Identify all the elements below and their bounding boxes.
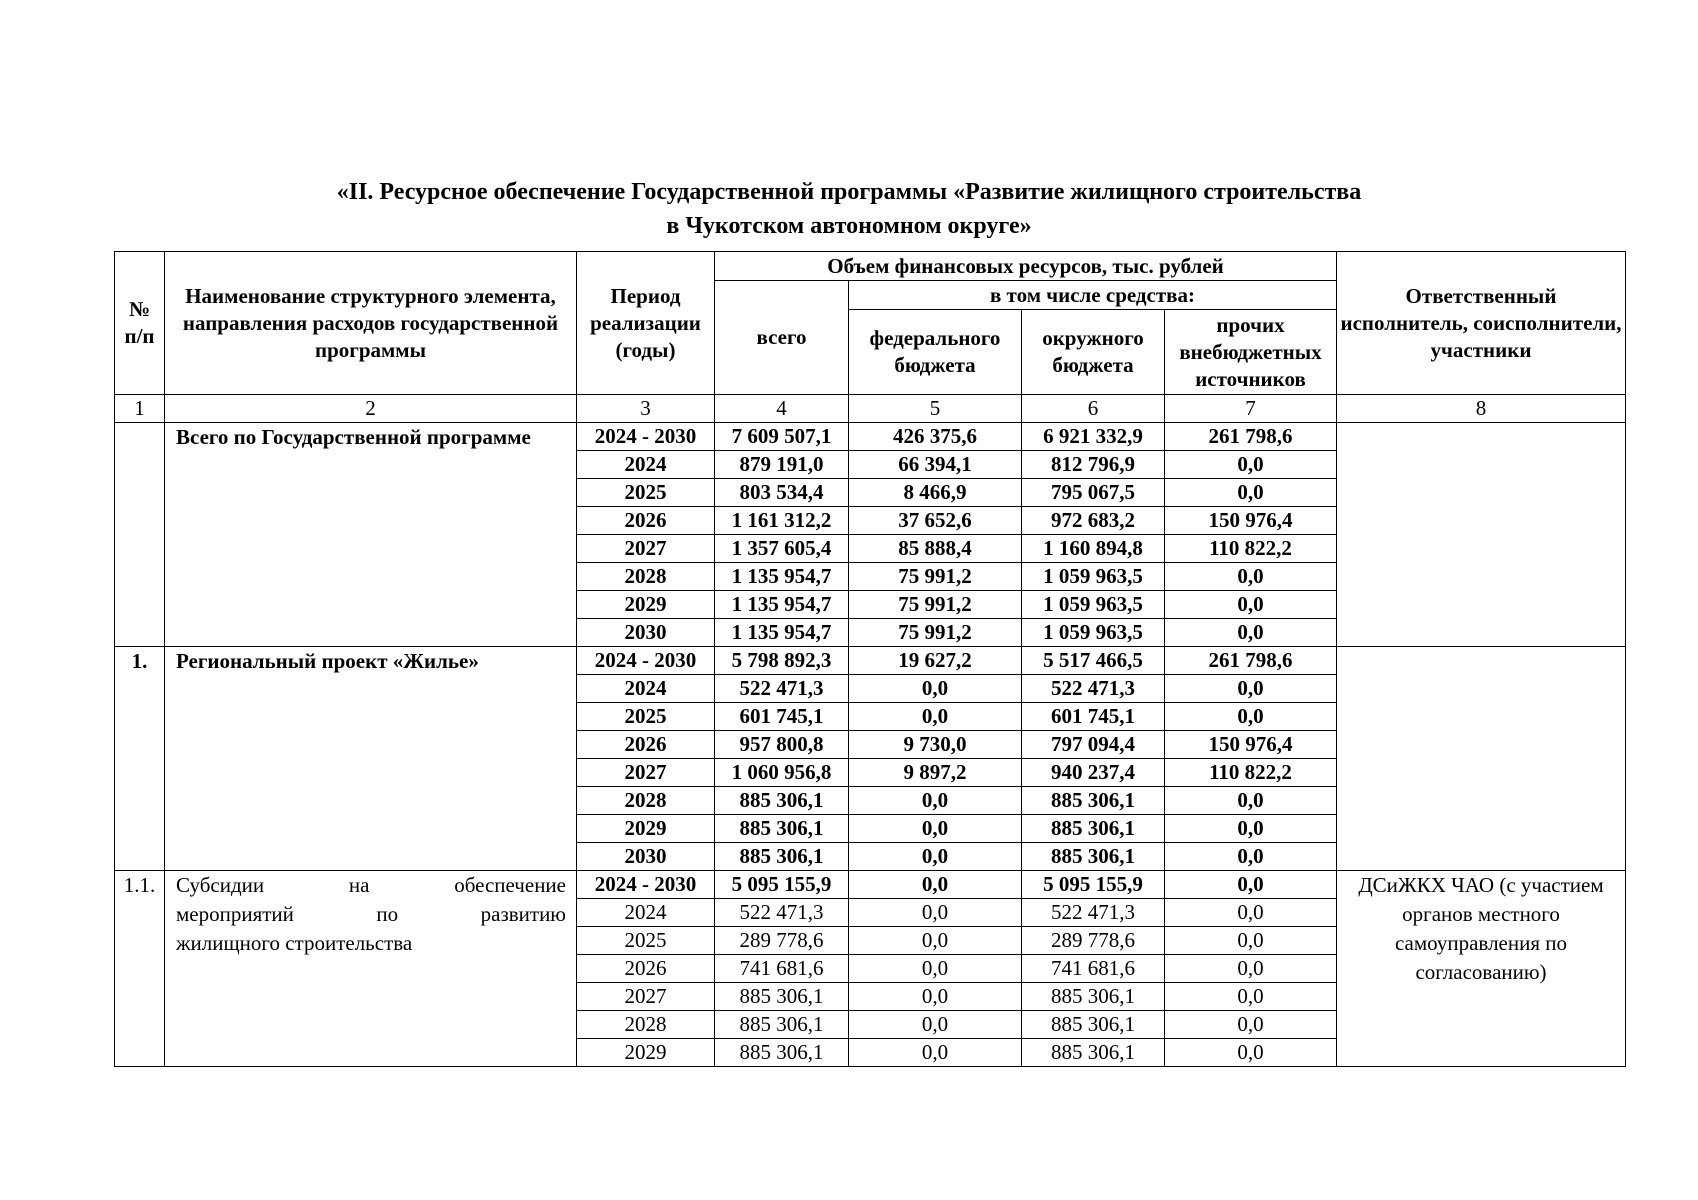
period-cell: 2026 [577, 731, 715, 759]
period-cell: 2028 [577, 787, 715, 815]
other-cell: 261 798,6 [1165, 423, 1337, 451]
other-cell: 0,0 [1165, 983, 1337, 1011]
federal-cell: 8 466,9 [849, 479, 1022, 507]
district-cell: 795 067,5 [1022, 479, 1165, 507]
header-other: прочих внебюджетных источников [1165, 310, 1337, 395]
other-cell: 0,0 [1165, 899, 1337, 927]
district-cell: 1 160 894,8 [1022, 535, 1165, 563]
period-cell: 2025 [577, 927, 715, 955]
column-number: 8 [1337, 395, 1626, 423]
district-cell: 797 094,4 [1022, 731, 1165, 759]
column-number: 2 [165, 395, 577, 423]
total-cell: 5 798 892,3 [715, 647, 849, 675]
district-cell: 5 517 466,5 [1022, 647, 1165, 675]
district-cell: 940 237,4 [1022, 759, 1165, 787]
other-cell: 0,0 [1165, 675, 1337, 703]
column-numbers-row [115, 395, 1626, 423]
section-regional-project [115, 647, 1626, 871]
period-cell: 2024 - 2030 [577, 871, 715, 899]
total-cell: 957 800,8 [715, 731, 849, 759]
federal-cell: 0,0 [849, 927, 1022, 955]
total-cell: 1 161 312,2 [715, 507, 849, 535]
district-cell: 812 796,9 [1022, 451, 1165, 479]
section-responsible [1337, 423, 1626, 647]
federal-cell: 0,0 [849, 703, 1022, 731]
section-num [115, 423, 165, 647]
section-num: 1.1. [115, 871, 165, 1067]
header-district: окружного бюджета [1022, 310, 1165, 395]
federal-cell: 0,0 [849, 1039, 1022, 1067]
other-cell: 0,0 [1165, 479, 1337, 507]
period-cell: 2029 [577, 1039, 715, 1067]
total-cell: 741 681,6 [715, 955, 849, 983]
header-num: № п/п [115, 252, 165, 395]
district-cell: 885 306,1 [1022, 1011, 1165, 1039]
period-cell: 2027 [577, 983, 715, 1011]
other-cell: 0,0 [1165, 451, 1337, 479]
total-cell: 601 745,1 [715, 703, 849, 731]
column-number: 3 [577, 395, 715, 423]
federal-cell: 0,0 [849, 955, 1022, 983]
total-cell: 7 609 507,1 [715, 423, 849, 451]
federal-cell: 0,0 [849, 983, 1022, 1011]
total-cell: 885 306,1 [715, 787, 849, 815]
other-cell: 0,0 [1165, 563, 1337, 591]
federal-cell: 66 394,1 [849, 451, 1022, 479]
other-cell: 0,0 [1165, 787, 1337, 815]
total-cell: 1 135 954,7 [715, 591, 849, 619]
district-cell: 885 306,1 [1022, 983, 1165, 1011]
column-number: 4 [715, 395, 849, 423]
header-total: всего [715, 281, 849, 395]
total-cell: 289 778,6 [715, 927, 849, 955]
district-cell: 289 778,6 [1022, 927, 1165, 955]
period-cell: 2027 [577, 759, 715, 787]
federal-cell: 0,0 [849, 899, 1022, 927]
other-cell: 261 798,6 [1165, 647, 1337, 675]
other-cell: 0,0 [1165, 619, 1337, 647]
district-cell: 6 921 332,9 [1022, 423, 1165, 451]
other-cell: 110 822,2 [1165, 759, 1337, 787]
period-cell: 2026 [577, 955, 715, 983]
federal-cell: 0,0 [849, 871, 1022, 899]
other-cell: 150 976,4 [1165, 507, 1337, 535]
period-cell: 2024 - 2030 [577, 423, 715, 451]
other-cell: 0,0 [1165, 927, 1337, 955]
period-cell: 2024 - 2030 [577, 647, 715, 675]
district-cell: 885 306,1 [1022, 815, 1165, 843]
other-cell: 0,0 [1165, 1011, 1337, 1039]
total-cell: 522 471,3 [715, 675, 849, 703]
period-cell: 2030 [577, 619, 715, 647]
period-cell: 2029 [577, 591, 715, 619]
total-cell: 1 060 956,8 [715, 759, 849, 787]
district-cell: 885 306,1 [1022, 787, 1165, 815]
district-cell: 522 471,3 [1022, 675, 1165, 703]
federal-cell: 37 652,6 [849, 507, 1022, 535]
total-cell: 522 471,3 [715, 899, 849, 927]
column-number: 1 [115, 395, 165, 423]
period-cell: 2026 [577, 507, 715, 535]
column-number: 5 [849, 395, 1022, 423]
federal-cell: 75 991,2 [849, 619, 1022, 647]
total-cell: 803 534,4 [715, 479, 849, 507]
federal-cell: 19 627,2 [849, 647, 1022, 675]
federal-cell: 0,0 [849, 675, 1022, 703]
federal-cell: 75 991,2 [849, 563, 1022, 591]
other-cell: 0,0 [1165, 703, 1337, 731]
district-cell: 1 059 963,5 [1022, 619, 1165, 647]
period-cell: 2027 [577, 535, 715, 563]
section-name: Региональный проект «Жилье» [165, 647, 577, 871]
district-cell: 1 059 963,5 [1022, 591, 1165, 619]
section-name-line: мероприятий по развитию [176, 902, 566, 926]
district-cell: 972 683,2 [1022, 507, 1165, 535]
federal-cell: 0,0 [849, 843, 1022, 871]
resource-table [114, 251, 1626, 1067]
period-cell: 2024 [577, 899, 715, 927]
other-cell: 110 822,2 [1165, 535, 1337, 563]
section-name-line: Субсидии на обеспечение [176, 873, 566, 897]
section-program-total [115, 423, 1626, 647]
section-subsidies [115, 871, 1626, 1067]
total-cell: 885 306,1 [715, 843, 849, 871]
total-cell: 1 357 605,4 [715, 535, 849, 563]
federal-cell: 0,0 [849, 787, 1022, 815]
district-cell: 1 059 963,5 [1022, 563, 1165, 591]
other-cell: 0,0 [1165, 871, 1337, 899]
total-cell: 5 095 155,9 [715, 871, 849, 899]
total-cell: 885 306,1 [715, 1011, 849, 1039]
header-period: Период реализации (годы) [577, 252, 715, 395]
period-cell: 2029 [577, 815, 715, 843]
district-cell: 601 745,1 [1022, 703, 1165, 731]
other-cell: 150 976,4 [1165, 731, 1337, 759]
total-cell: 1 135 954,7 [715, 619, 849, 647]
section-responsible [1337, 647, 1626, 871]
period-cell: 2025 [577, 703, 715, 731]
federal-cell: 75 991,2 [849, 591, 1022, 619]
column-number: 6 [1022, 395, 1165, 423]
federal-cell: 0,0 [849, 815, 1022, 843]
table-row [115, 647, 1626, 675]
section-name: Всего по Государственной программе [165, 423, 577, 647]
header-responsible: Ответственный исполнитель, соисполнители, участники [1337, 252, 1626, 395]
total-cell: 885 306,1 [715, 815, 849, 843]
header-federal: федерального бюджета [849, 310, 1022, 395]
column-number: 7 [1165, 395, 1337, 423]
district-cell: 885 306,1 [1022, 843, 1165, 871]
federal-cell: 85 888,4 [849, 535, 1022, 563]
total-cell: 885 306,1 [715, 1039, 849, 1067]
total-cell: 885 306,1 [715, 983, 849, 1011]
header-including: в том числе средства: [849, 281, 1337, 310]
period-cell: 2028 [577, 1011, 715, 1039]
period-cell: 2030 [577, 843, 715, 871]
table-row [115, 871, 1626, 899]
other-cell: 0,0 [1165, 815, 1337, 843]
document-title-line-2: в Чукотском автономном округе» [666, 213, 1032, 239]
section-name-line: жилищного строительства [176, 931, 413, 955]
document-title-line-1: «II. Ресурсное обеспечение Государственной программы «Развитие жилищного строительства [336, 179, 1362, 205]
other-cell: 0,0 [1165, 843, 1337, 871]
section-responsible: ДСиЖКХ ЧАО (с участием органов местного самоуправления по согласованию) [1337, 871, 1626, 1067]
period-cell: 2025 [577, 479, 715, 507]
total-cell: 1 135 954,7 [715, 563, 849, 591]
federal-cell: 0,0 [849, 1011, 1022, 1039]
table-header [115, 252, 1626, 423]
header-name: Наименование структурного элемента, направления расходов государственной программы [165, 252, 577, 395]
district-cell: 522 471,3 [1022, 899, 1165, 927]
header-volume: Объем финансовых ресурсов, тыс. рублей [715, 252, 1337, 281]
section-name [165, 871, 577, 1067]
table-row [115, 423, 1626, 451]
period-cell: 2024 [577, 675, 715, 703]
district-cell: 885 306,1 [1022, 1039, 1165, 1067]
other-cell: 0,0 [1165, 1039, 1337, 1067]
period-cell: 2028 [577, 563, 715, 591]
other-cell: 0,0 [1165, 955, 1337, 983]
district-cell: 5 095 155,9 [1022, 871, 1165, 899]
section-num: 1. [115, 647, 165, 871]
period-cell: 2024 [577, 451, 715, 479]
district-cell: 741 681,6 [1022, 955, 1165, 983]
federal-cell: 9 897,2 [849, 759, 1022, 787]
total-cell: 879 191,0 [715, 451, 849, 479]
document-title [0, 175, 1698, 243]
federal-cell: 9 730,0 [849, 731, 1022, 759]
other-cell: 0,0 [1165, 591, 1337, 619]
federal-cell: 426 375,6 [849, 423, 1022, 451]
